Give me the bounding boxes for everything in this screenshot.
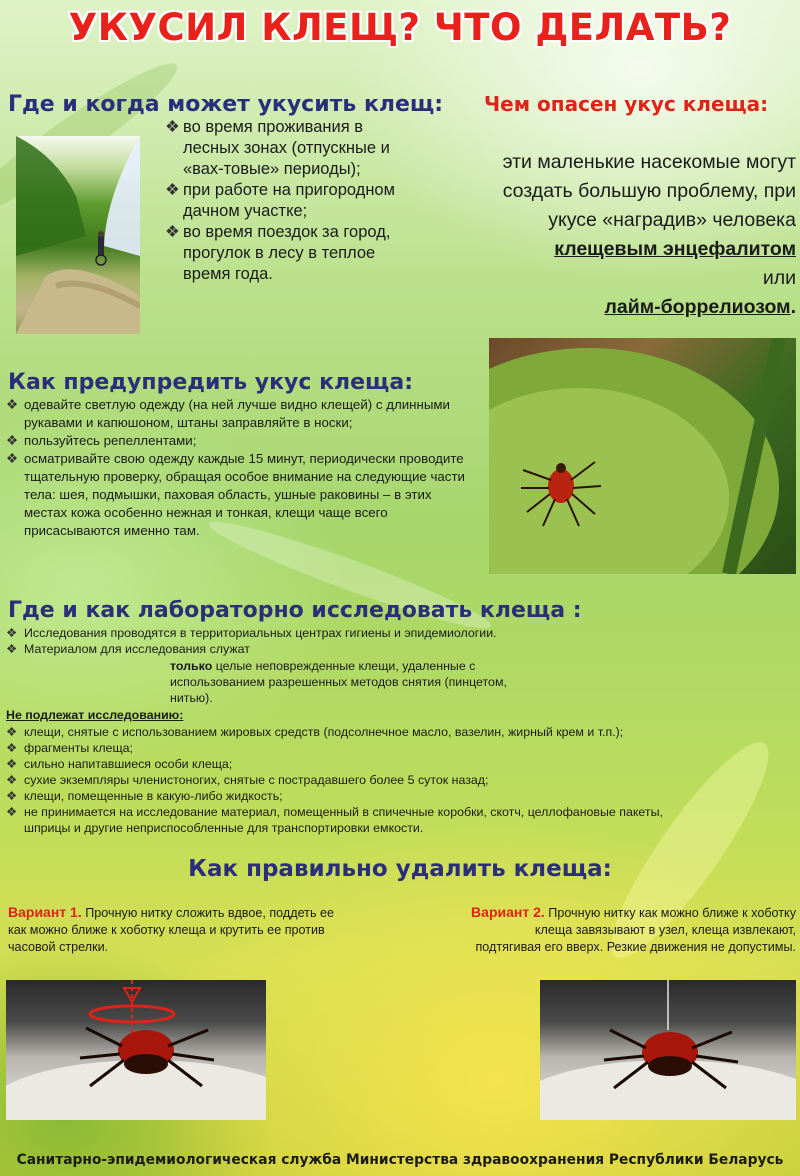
disease-borreliosis: лайм-боррелиозом [604,296,791,318]
list-item: ❖ пользуйтесь репеллентами; [6,432,476,450]
lab-list [6,625,626,657]
only-word: только [170,659,213,673]
variant1-text [8,904,338,956]
variant1-label: Вариант 1. [8,904,82,920]
list-item: ❖ во время проживания в лесных зонах (отпускные и «вах-товые» периоды); [165,117,405,180]
list-item: ❖ Материалом для исследования служат [6,641,626,657]
variant2-illustration [540,980,796,1120]
only-rest: целые неповрежденные клещи, удаленные с использованием разрешенных методов снятия (пинцетом, нитью). [170,659,507,705]
list-item: ❖ фрагменты клеща; [6,740,786,756]
page-title: УКУСИЛ КЛЕЩ? ЧТО ДЕЛАТЬ? [68,6,732,49]
list-item: ❖ сухие экземпляры членистоногих, снятые с пострадавшего более 5 суток назад; [6,772,786,788]
list-item: ❖ осматривайте свою одежду каждые 15 минут, периодически проводите тщательную проверку, обращая особое внимание на следующие части тела: шея, подмышки, паховая область, ушные раковины – в этих местах кожа особенно нежная и тонкая, клещи чаще всего присасываются именно там. [6,450,476,540]
list-item: ❖ клещи, помещенные в какую-либо жидкость; [6,788,786,804]
variant1-desc: Прочную нитку сложить вдвое, поддеть ее как можно ближе к хоботку клеща и крутить ее против часовой стрелки. [8,906,335,954]
list-item: ❖ Исследования проводятся в территориальных центрах гигиены и эпидемиологии. [6,625,626,641]
tick-on-leaf-illustration [489,338,796,574]
forest-path-illustration [16,136,140,334]
danger-or: или [762,267,796,289]
lab-heading: Где и как лабораторно исследовать клеща : [8,598,582,623]
list-item: ❖ при работе на пригородном дачном участке; [165,180,405,222]
list-item: ❖ сильно напитавшиеся особи клеща; [6,756,786,772]
disease-encephalitis: клещевым энцефалитом [554,238,796,260]
variant1-illustration [6,980,266,1120]
variant2-desc: Прочную нитку как можно ближе к хоботку клеща завязывают в узел, клеща извлекают, подтягивая его вверх. Резкие движения не допустимы. [475,906,796,954]
variant1-photo [6,980,266,1120]
where-when-heading: Где и когда может укусить клещ: [8,92,444,117]
list-item: ❖ клещи, снятые с использованием жировых средств (подсолнечное масло, вазелин, жирный крем и т.п.); [6,724,786,740]
variant2-photo [540,980,796,1120]
list-item: ❖ во время поездок за город, прогулок в лесу в теплое время года. [165,222,405,285]
variant2-label: Вариант 2. [471,904,545,920]
not-subject-heading: Не подлежат исследованию: [6,708,184,722]
forest-path-photo [16,136,140,334]
prevent-heading: Как предупредить укус клеща: [8,370,414,395]
footer-credit: Санитарно-эпидемиологическая служба Министерства здравоохранения Республики Беларусь [16,1152,784,1168]
list-item: ❖ одевайте светлую одежду (на ней лучше видно клещей) с длинными рукавами и капюшоном, штаны заправляйте в носки; [6,396,476,432]
danger-heading: Чем опасен укус клеща: [484,92,769,116]
list-item: ❖ не принимается на исследование материал, помещенный в спичечные коробки, скотч, целлофановые пакеты, шприцы и другие неприспособленные для транспортировки емкости. [6,804,696,836]
tick-on-leaf-photo [489,338,796,574]
variant2-text [466,904,796,956]
where-when-list [165,117,405,285]
lab-material-detail [170,658,510,706]
danger-text [456,148,796,322]
prevent-list [6,396,476,540]
removal-heading: Как правильно удалить клеща: [188,856,612,882]
danger-end: . [790,296,796,318]
not-subject-list [6,724,786,836]
danger-intro: эти маленькие насекомые могут создать большую проблему, при укусе «наградив» человека [502,151,796,231]
